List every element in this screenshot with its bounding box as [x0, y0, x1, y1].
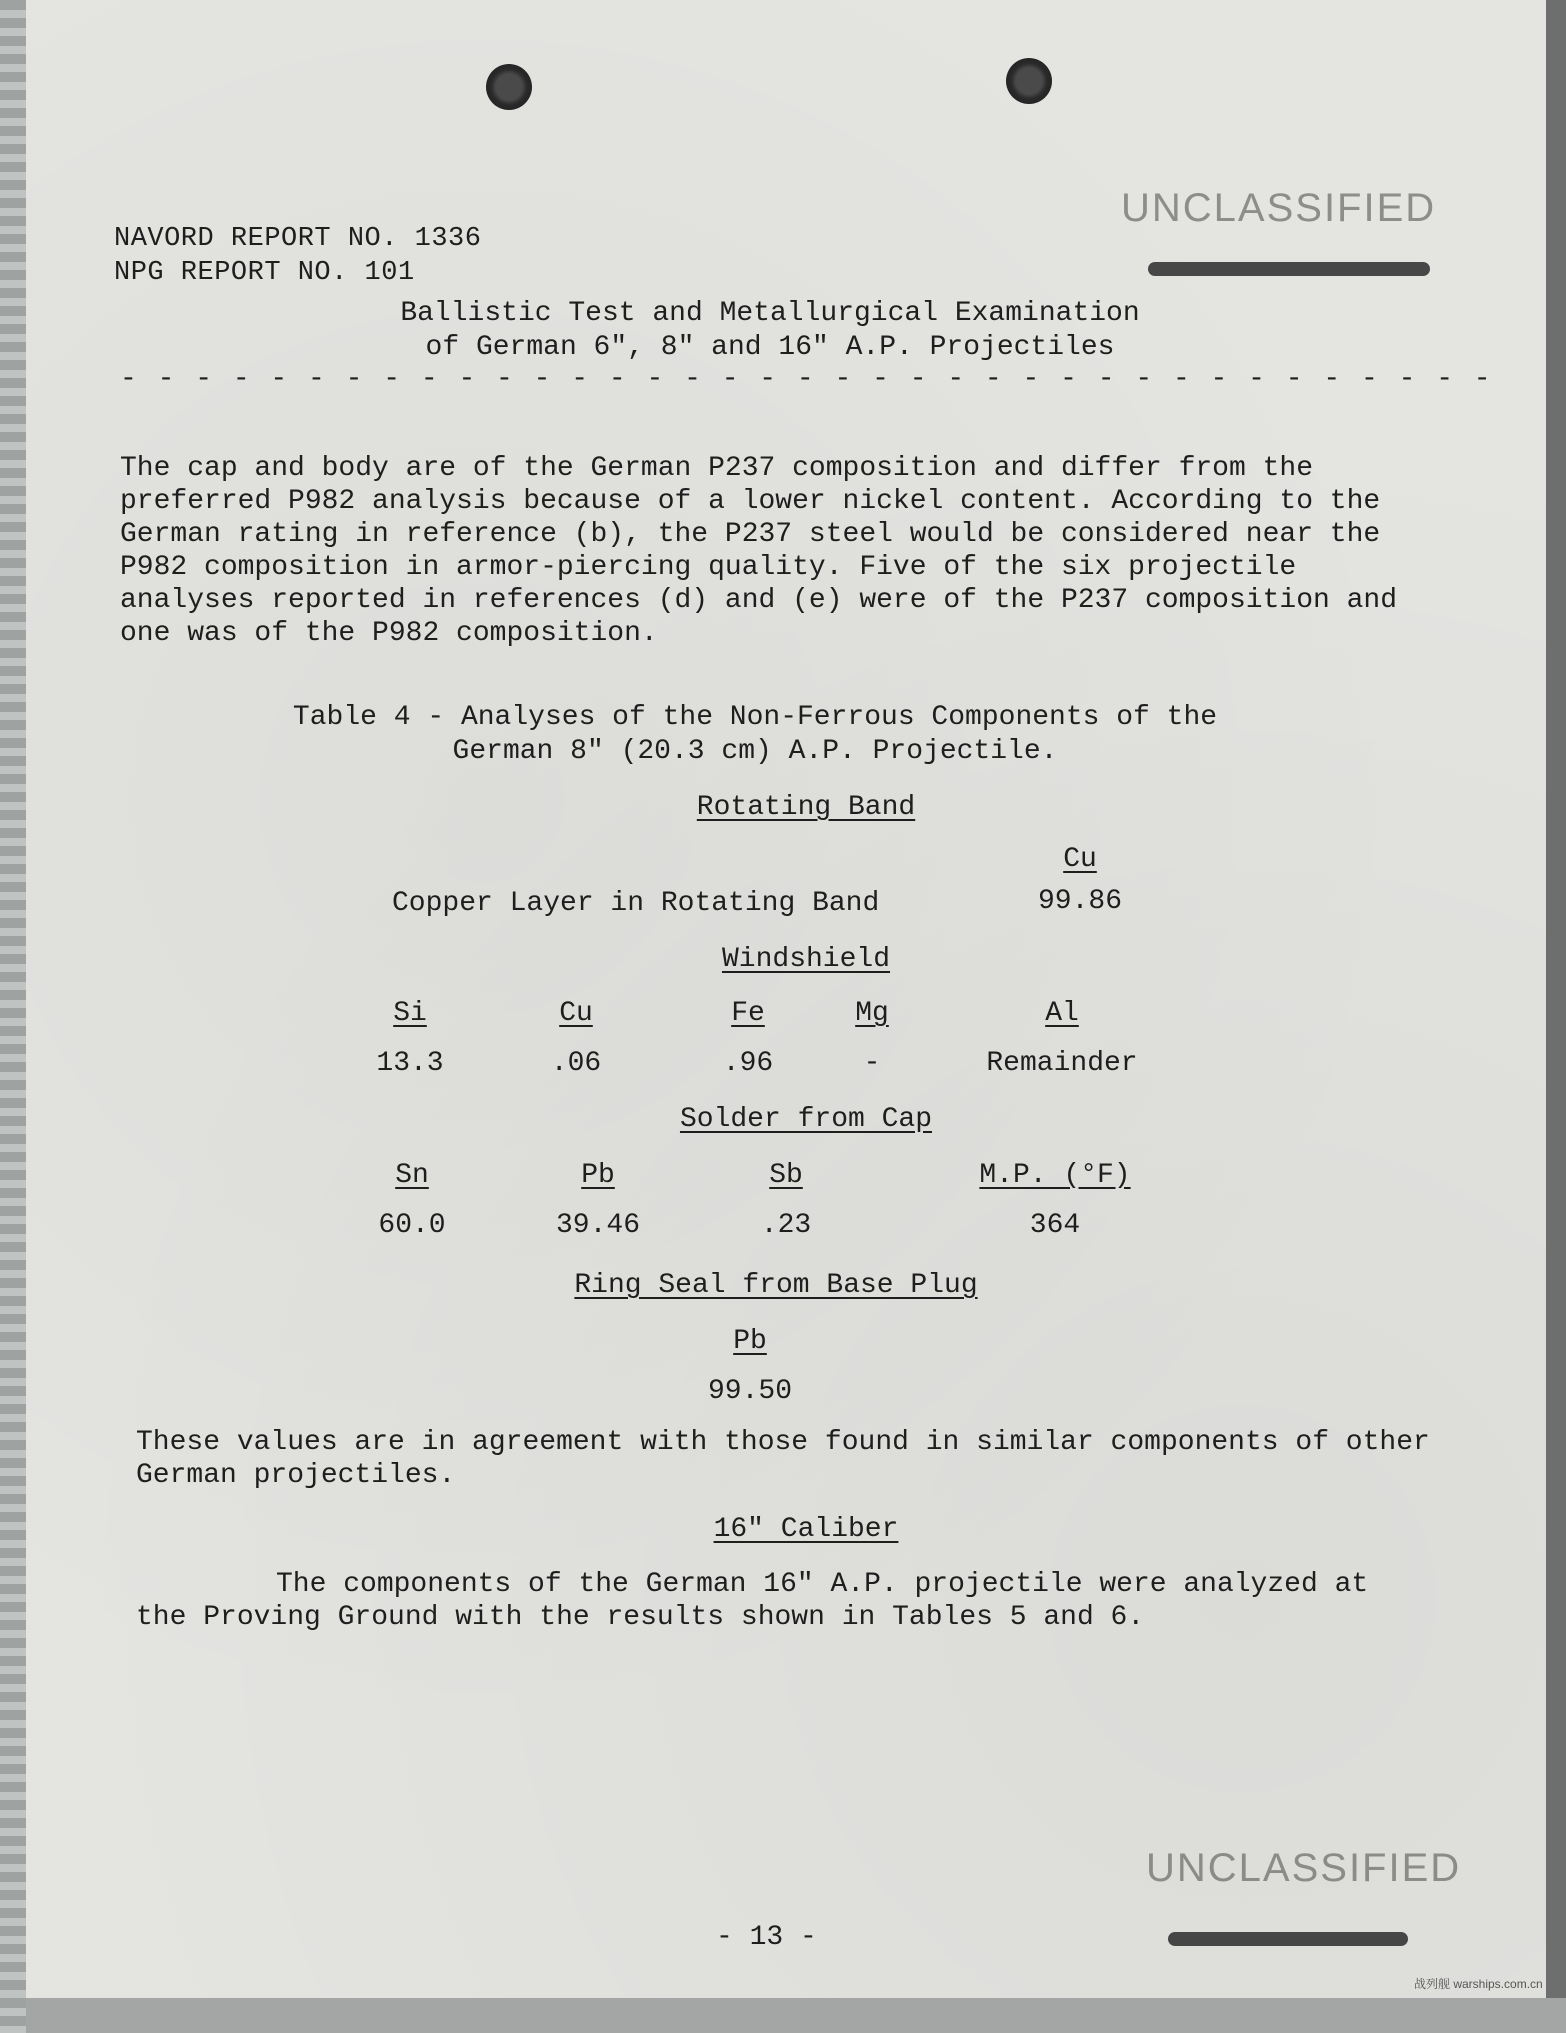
windshield-value-fe: .96: [722, 1048, 774, 1079]
classification-stamp-top: UNCLASSIFIED: [1121, 186, 1437, 230]
ring-seal-value-pb: 99.50: [707, 1376, 792, 1407]
punch-hole-right: [1006, 58, 1052, 104]
windshield-value-al: Remainder: [986, 1048, 1138, 1079]
solder-column-sn: Sn: [395, 1160, 429, 1191]
punch-hole-left: [486, 64, 532, 110]
report-title-line-2: of German 6", 8" and 16" A.P. Projectiles: [425, 332, 1115, 363]
section-16-heading: 16" Caliber: [713, 1514, 899, 1545]
source-watermark: 战列舰 warships.com.cn: [1414, 1977, 1543, 1991]
paragraph-steel-composition: The cap and body are of the German P237 composition and differ from the preferred P982 analysis because of a lower nickel content. According to the German rating in reference (b), the P237 steel would be considered near the P982 composition in armor-piercing quality. Five of the six projectile analyses reported in references (d) and (e) were of the P237 composition and one was of the P982 composition.: [120, 453, 1398, 649]
redaction-bar-bottom: [1168, 1932, 1408, 1946]
ring-seal-heading: Ring Seal from Base Plug: [574, 1270, 978, 1301]
ring-seal-column-pb: Pb: [733, 1326, 767, 1357]
report-title-line-1: Ballistic Test and Metallurgical Examination: [400, 298, 1140, 329]
table-4-caption-line-2: German 8" (20.3 cm) A.P. Projectile.: [452, 736, 1058, 767]
report-number-navord: NAVORD REPORT NO. 1336: [114, 224, 482, 254]
solder-value-mp: 364: [1029, 1210, 1081, 1241]
rotating-band-cu-value: 99.86: [1037, 886, 1122, 917]
windshield-column-al: Al: [1045, 998, 1079, 1029]
solder-column-sb: Sb: [769, 1160, 803, 1191]
windshield-column-si: Si: [393, 998, 427, 1029]
windshield-column-cu: Cu: [559, 998, 593, 1029]
redaction-bar-top: [1148, 262, 1430, 276]
windshield-value-cu: .06: [550, 1048, 602, 1079]
paragraph-16-caliber: The components of the German 16" A.P. projectile were analyzed at the Proving Ground with the results shown in Tables 5 and 6.: [136, 1569, 1369, 1633]
windshield-heading: Windshield: [721, 944, 891, 975]
report-number-npg: NPG REPORT NO. 101: [114, 258, 415, 288]
classification-stamp-bottom: UNCLASSIFIED: [1146, 1846, 1462, 1890]
table-4-caption-line-1: Table 4 - Analyses of the Non-Ferrous Components of the: [292, 702, 1218, 733]
rotating-band-heading: Rotating Band: [696, 792, 916, 823]
paragraph-agreement: These values are in agreement with those found in similar components of other German projectiles.: [136, 1427, 1430, 1491]
page-number: - 13 -: [716, 1922, 817, 1953]
solder-column-pb: Pb: [581, 1160, 615, 1191]
windshield-value-mg: -: [863, 1048, 881, 1079]
solder-value-sn: 60.0: [378, 1210, 446, 1241]
windshield-value-si: 13.3: [376, 1048, 444, 1079]
rotating-band-column-cu: Cu: [1063, 844, 1097, 875]
sleeve-edge: [0, 0, 26, 2033]
header-divider: - - - - - - - - - - - - - - - - - - - - - - - - - - - - - - - - - - - - -: [120, 364, 1493, 395]
windshield-column-mg: Mg: [855, 998, 889, 1029]
solder-value-sb: .23: [760, 1210, 812, 1241]
bottom-strip: [26, 1998, 1566, 2033]
solder-column-mp: M.P. (°F): [979, 1160, 1131, 1191]
solder-value-pb: 39.46: [555, 1210, 640, 1241]
rotating-band-row-label: Copper Layer in Rotating Band: [392, 888, 880, 919]
document-page: [26, 0, 1546, 1998]
solder-heading: Solder from Cap: [679, 1104, 933, 1135]
windshield-column-fe: Fe: [731, 998, 765, 1029]
